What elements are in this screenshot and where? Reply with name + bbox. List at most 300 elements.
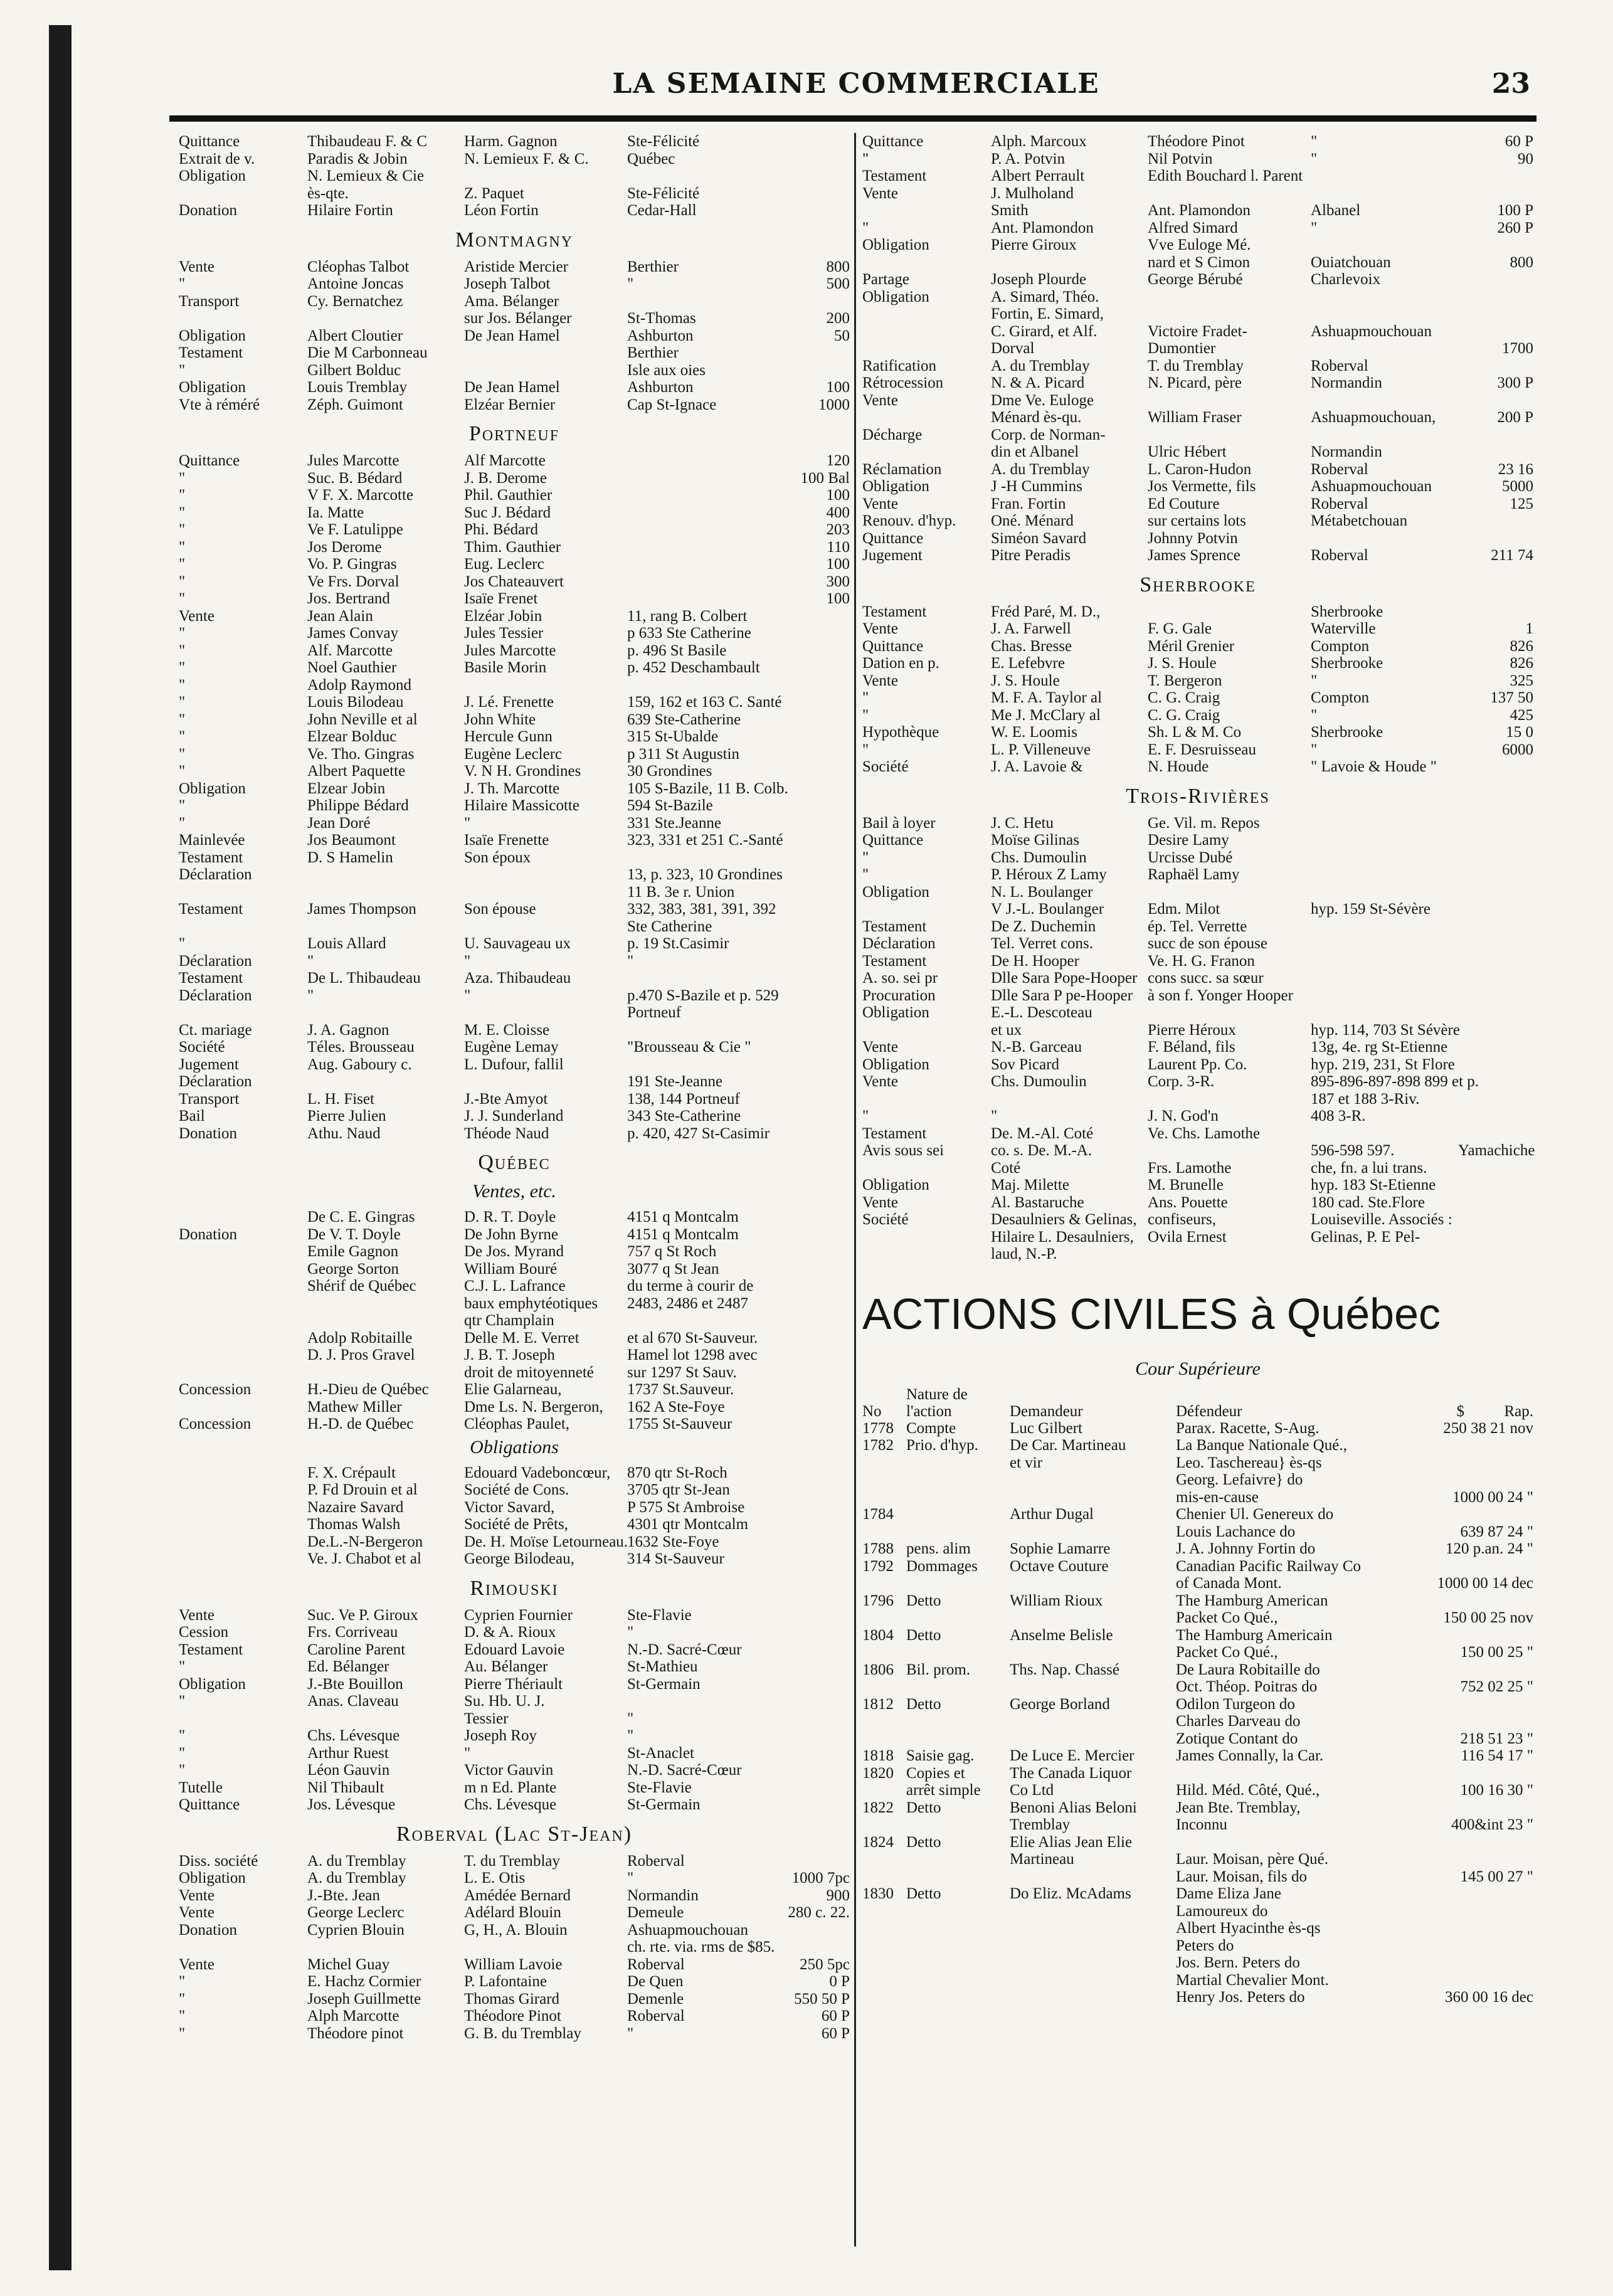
cell: Quittance (862, 529, 924, 547)
cell: J.-Bte Amyot (464, 1090, 548, 1108)
cell (1010, 1575, 1176, 1592)
cell (775, 1022, 850, 1039)
list-item (862, 1575, 1533, 1592)
cell (1010, 1730, 1176, 1748)
cell (862, 1713, 906, 1730)
cell: T. du Tremblay (1148, 357, 1244, 374)
cell: Pitre Peradis (991, 547, 1071, 564)
column-divider (854, 133, 856, 2246)
cell: Albert Perrault (991, 167, 1085, 184)
list-item (862, 1661, 1533, 1679)
obligations-subtitle: Obligations (470, 1436, 559, 1457)
cell: Benoni Alias Beloni (1010, 1799, 1137, 1816)
cell (788, 780, 864, 798)
cell: nard et S Cimon (1148, 253, 1251, 271)
list-item (862, 1420, 1533, 1437)
cell (179, 185, 307, 203)
cell: Roberval (1311, 495, 1368, 512)
cell: D. R. T. Doyle (464, 1209, 556, 1225)
list-item (179, 884, 850, 901)
cell: Packet Co Qué., (1176, 1609, 1278, 1626)
cell: Avis sous sei (862, 1142, 944, 1159)
cell (782, 694, 857, 711)
cell (775, 953, 850, 970)
cell (1458, 392, 1533, 410)
cell (1458, 185, 1533, 203)
cell (1402, 1954, 1533, 1972)
cell: Compte (906, 1419, 956, 1437)
cell: Dommages (906, 1557, 978, 1575)
cell: " (179, 1973, 186, 1990)
cell: " (627, 2024, 634, 2042)
cell: Edouard Lavoie (464, 1641, 565, 1658)
cell: 150 00 25 nov (1443, 1609, 1533, 1626)
cell (1148, 185, 1311, 203)
cell: Obligation (862, 883, 929, 901)
cell: Chs. Lévesque (464, 1796, 557, 1813)
cell (1148, 1142, 1311, 1160)
cell (775, 884, 850, 901)
cell: Arthur Ruest (307, 1744, 389, 1762)
cell: 110 (827, 538, 850, 556)
cell: Cession (179, 1624, 229, 1641)
list-item (179, 901, 850, 918)
cell (1402, 1765, 1533, 1782)
montmagny-rows (179, 258, 850, 414)
cell: Nil Potvin (1148, 150, 1213, 167)
cell: 100 P (1497, 202, 1533, 219)
cell: 105 S-Bazile, 11 B. Colb. (627, 780, 788, 797)
cell (464, 362, 627, 379)
cell: Suc. B. Bédard (307, 469, 403, 487)
cell: 826 (1510, 655, 1533, 672)
cell (862, 1989, 906, 2006)
cell (1458, 288, 1533, 306)
cell: Roberval (1311, 460, 1368, 478)
list-item (862, 392, 1533, 410)
cell: 100 (826, 556, 850, 573)
cell: Cedar-Hall (627, 202, 697, 219)
list-item (179, 1415, 850, 1433)
page-number: 23 (1491, 68, 1530, 100)
cell: Ashburton (627, 327, 694, 344)
cell (775, 1295, 850, 1313)
cell: Chas. Bresse (991, 637, 1072, 655)
cell (906, 1644, 1010, 1661)
cell: Antoine Joncas (307, 275, 404, 292)
cell: Maj. Milette (991, 1177, 1069, 1193)
cell (1458, 1108, 1533, 1125)
list-item (179, 1364, 850, 1382)
cell (775, 608, 850, 625)
cell: Obligation (179, 780, 246, 797)
list-item (862, 1194, 1533, 1212)
cell: Ashuapmouchouan (1311, 322, 1432, 340)
list-item (179, 1346, 850, 1364)
cell: 314 St-Sauveur (627, 1550, 724, 1567)
cell: Albanel (1311, 202, 1361, 219)
cell (862, 1816, 906, 1834)
cell: Jos Derome (307, 538, 382, 556)
list-item (862, 1160, 1533, 1177)
cell (627, 1693, 775, 1710)
cell: A. so. sei pr (862, 970, 938, 987)
cell: 360 00 16 dec (1445, 1989, 1533, 2006)
cell: Caroline Parent (307, 1641, 406, 1658)
cell: Suc J. Bédard (464, 504, 551, 521)
cell: De Z. Duchemin (991, 918, 1096, 935)
cell: Dlle Sara Pope-Hooper (991, 970, 1138, 987)
cell: Ama. Bélanger (464, 292, 559, 310)
list-item (179, 918, 850, 936)
cell: " (464, 814, 471, 832)
cell: ép. Tel. Verrette (1148, 918, 1247, 935)
list-item (179, 780, 850, 798)
cell: De John Byrne (464, 1225, 558, 1243)
cell: Testament (862, 918, 927, 935)
cell: Georg. Lefaivre} do (1176, 1471, 1303, 1488)
cell (1402, 1454, 1533, 1472)
cell (1458, 1091, 1533, 1108)
cell: M. E. Cloisse (464, 1021, 550, 1039)
cell: Société de Prêts, (464, 1516, 568, 1533)
cell: Ve. Chs. Lamothe (1148, 1124, 1261, 1142)
cell: 800 (826, 258, 850, 275)
header-cell: l'action (906, 1402, 952, 1420)
cell: Anselme Belisle (1010, 1626, 1113, 1644)
cell: 1000 7pc (791, 1870, 850, 1886)
cell: Copies et (906, 1764, 965, 1782)
cell: D. S Hamelin (307, 849, 393, 866)
cell: sur Jos. Bélanger (464, 310, 572, 327)
cell: M. F. A. Taylor al (991, 689, 1103, 706)
cell: Concession (179, 1381, 251, 1398)
list-item (179, 1108, 850, 1125)
cell: 343 Ste-Catherine (627, 1108, 741, 1124)
cell: George Bérubé (1148, 271, 1243, 288)
cell: laud, N.-P. (991, 1246, 1057, 1262)
cell (627, 539, 775, 556)
cell: 200 P (1497, 409, 1533, 426)
cell: Testament (179, 901, 243, 918)
cell: Hilaire L. Desaulniers, (991, 1228, 1134, 1246)
cell (1402, 1558, 1533, 1575)
actions-table (862, 1386, 1533, 2006)
cell (1458, 305, 1533, 323)
quebec-rows (179, 1209, 850, 1433)
list-item (862, 1246, 1533, 1263)
cell: William Fraser (1148, 409, 1242, 426)
cell: Demenle (627, 1990, 684, 2008)
right-column (862, 133, 1533, 2006)
list-item (862, 1696, 1533, 1713)
cell (862, 1246, 991, 1263)
cell: Laur. Moisan, père Qué. (1176, 1851, 1328, 1868)
list-item (179, 521, 850, 539)
cell: " (179, 2024, 186, 2042)
cell (1458, 1056, 1533, 1074)
cell (179, 918, 307, 936)
cell: 280 c. 22. (788, 1904, 850, 1921)
list-item (862, 1644, 1533, 1661)
cell: Joseph Talbot (464, 275, 551, 292)
cell: C.J. L. Lafrance (464, 1278, 566, 1294)
cell: Victor Gauvin (464, 1762, 554, 1779)
cell: baux emphytéotiques (464, 1294, 598, 1312)
cell: De Quen (627, 1973, 684, 1990)
cell: Coté (991, 1159, 1021, 1177)
cell (775, 1209, 850, 1226)
cell: " (179, 694, 186, 711)
cell: T. Bergeron (1148, 672, 1222, 689)
cell (775, 935, 850, 953)
cell (1010, 1868, 1176, 1886)
cell (906, 1903, 1010, 1920)
trois-rivieres-rows (862, 815, 1533, 1263)
cell: Frs. Lamothe (1148, 1159, 1232, 1177)
cell: " (179, 1727, 186, 1744)
cell: Ant. Plamondon (991, 219, 1094, 236)
list-item (179, 1676, 850, 1693)
cell (179, 1004, 307, 1022)
cell: Rétrocession (862, 374, 944, 391)
cell: Emile Gagnon (307, 1243, 399, 1260)
list-item (179, 1226, 850, 1244)
cell: De L. Thibaudeau (307, 970, 421, 987)
cell: Laurent Pp. Co. (1148, 1055, 1247, 1073)
cell (627, 452, 775, 470)
cell: Louiseville. Associés : (1311, 1211, 1452, 1228)
cell: Donation (179, 1225, 238, 1243)
list-item (179, 1779, 850, 1797)
list-item (862, 1920, 1533, 1937)
list-item (862, 340, 1533, 357)
obligations-rows (179, 1464, 850, 1568)
cell: 1782 (862, 1437, 894, 1454)
cell (1311, 987, 1458, 1005)
cell: p. 19 St.Casimir (627, 935, 729, 952)
cell: P 575 St Ambroise (627, 1498, 745, 1516)
cell: hyp. 159 St-Sévère (1311, 901, 1431, 918)
cell: " (991, 1108, 998, 1124)
list-item (179, 556, 850, 573)
cell (906, 1989, 1010, 2006)
cell: J. Mulholand (991, 184, 1074, 202)
cell (1458, 167, 1533, 185)
cell (307, 310, 464, 327)
cell (1311, 815, 1458, 832)
list-item (179, 1887, 850, 1905)
cell: Obligation (179, 327, 246, 344)
cell: Tremblay (1010, 1816, 1071, 1833)
cell (906, 1506, 1010, 1523)
cell: J. C. Hetu (991, 814, 1054, 832)
cell: Ste-Flavie (627, 1606, 692, 1624)
cell: 1000 00 24 " (1452, 1488, 1533, 1506)
table-header-nature (862, 1386, 1533, 1403)
cell: "Brousseau & Cie " (627, 1039, 751, 1055)
cell: J. N. God'n (1148, 1108, 1219, 1124)
cell: G, H., A. Blouin (464, 1921, 568, 1939)
cell: Théode Naud (464, 1124, 549, 1142)
cell: Partage (862, 271, 909, 288)
cell: De C. E. Gingras (307, 1209, 415, 1225)
cell (1458, 271, 1533, 288)
cell: Transport (179, 1090, 240, 1108)
cell (775, 1779, 850, 1797)
cell (783, 832, 859, 849)
cell: Elie Galarneau, (464, 1381, 562, 1398)
cell (775, 659, 850, 677)
cell (775, 1641, 850, 1659)
cell: Gilbert Bolduc (307, 361, 401, 379)
cell: Joseph Plourde (991, 271, 1087, 288)
cell: Elzéar Jobin (464, 607, 542, 625)
cell (179, 1550, 307, 1568)
cell: L. E. Otis (464, 1870, 526, 1886)
list-item (179, 866, 850, 884)
cell (862, 1022, 991, 1039)
cell: V J.-L. Boulanger (991, 901, 1104, 918)
cell: Ge. Vil. m. Repos (1148, 814, 1260, 832)
cell (775, 1676, 850, 1693)
cell (862, 1160, 991, 1177)
cell: " (179, 711, 186, 728)
cell: 250 5pc (800, 1955, 850, 1973)
cell: " (179, 538, 186, 556)
list-item (862, 638, 1533, 655)
cell (906, 1937, 1010, 1955)
cell (307, 884, 464, 901)
list-item (862, 1713, 1533, 1730)
cell (1311, 305, 1458, 323)
cell (307, 918, 464, 936)
cell: Elzear Jobin (307, 780, 386, 797)
cell: Donation (179, 202, 238, 219)
cell: Alph Marcotte (307, 2008, 399, 2024)
cell (775, 1481, 850, 1499)
cell: Alf. Marcotte (307, 642, 393, 659)
cell: Alph. Marcoux (991, 133, 1087, 150)
cell: 180 cad. Ste.Flore (1311, 1193, 1425, 1211)
cell: 211 74 (1491, 547, 1533, 564)
cell: Extrait de v. (179, 150, 255, 167)
cell: Sov Picard (991, 1055, 1060, 1073)
cell (1010, 1609, 1176, 1627)
cell (1148, 1091, 1311, 1108)
cell: 187 et 188 3-Riv. (1311, 1090, 1420, 1108)
cell: Ths. Nap. Chassé (1010, 1661, 1119, 1678)
section-trois-rivieres: Trois-Rivières (1126, 784, 1270, 808)
cell: Louis Allard (307, 935, 386, 952)
cell: Ste Catherine (627, 918, 712, 935)
list-item (179, 1312, 850, 1330)
list-item (179, 1125, 850, 1143)
cell: 5000 (1502, 478, 1533, 495)
cell (1402, 1920, 1533, 1937)
cell (906, 1730, 1010, 1748)
cell (775, 763, 850, 780)
cell: Ovila Ernest (1148, 1228, 1227, 1246)
cell (862, 202, 991, 220)
cell (775, 1415, 850, 1433)
cell: 6000 (1502, 741, 1533, 758)
cell: Aza. Thibaudeau (464, 970, 571, 987)
cell (1402, 1713, 1533, 1730)
cell: 11, rang B. Colbert (627, 607, 748, 625)
cell: 408 3-R. (1311, 1108, 1366, 1124)
cell (862, 305, 991, 323)
cell: St-Anaclet (627, 1744, 694, 1762)
cell (1458, 970, 1533, 987)
cell: De. H. Moïse Letourneau. (464, 1533, 628, 1550)
cell: Ve. Tho. Gingras (307, 745, 415, 763)
cell: 120 p.an. 24 " (1445, 1540, 1533, 1557)
cell (1458, 884, 1533, 901)
cell: St-Mathieu (627, 1658, 698, 1675)
cell (775, 1243, 850, 1261)
cell (906, 1678, 1010, 1696)
cell: Cléophas Talbot (307, 258, 410, 275)
cell: Cléophas Paulet, (464, 1415, 570, 1432)
cell: " (627, 1870, 634, 1886)
cell: Mainlevée (179, 832, 245, 849)
cell: et ux (991, 1021, 1022, 1039)
cell: Ashburton (627, 379, 694, 396)
cell (1010, 1644, 1176, 1661)
cell: Urcisse Dubé (1148, 849, 1233, 866)
cell: 100 Bal (800, 469, 850, 487)
cell: Déclaration (862, 935, 936, 952)
cell: Albert Cloutier (307, 327, 403, 344)
list-item (862, 1211, 1533, 1229)
cell: De Jean Hamel (464, 327, 560, 344)
cell (775, 1693, 850, 1710)
cell: Vente (179, 1886, 214, 1904)
cell: Athu. Naud (307, 1124, 381, 1142)
cell (862, 1575, 906, 1592)
cell: Testament (862, 603, 927, 620)
cell (1311, 1004, 1458, 1022)
cell: Testament (862, 952, 927, 970)
roberval-rows (179, 1853, 850, 2043)
cell: Ste-Flavie (627, 1779, 692, 1796)
cell: Société (862, 758, 909, 775)
cell: Société (179, 1039, 225, 1055)
cell (1311, 288, 1458, 306)
cell: A. du Tremblay (991, 357, 1090, 374)
cell: De Laura Robitaille do (1176, 1661, 1320, 1678)
cell (1460, 1022, 1535, 1039)
cell: 162 A Ste-Foye (627, 1398, 725, 1415)
list-item (179, 1762, 850, 1779)
cell: 150 00 25 " (1460, 1644, 1533, 1661)
list-item (862, 1747, 1533, 1765)
cell (906, 1972, 1010, 1989)
list-item (862, 547, 1533, 564)
list-item (862, 185, 1533, 203)
cell: hyp. 219, 231, St Flore (1311, 1055, 1455, 1073)
list-item (179, 1091, 850, 1108)
cell (1402, 1903, 1533, 1920)
cell: Hercule Gunn (464, 728, 553, 745)
cell (775, 711, 850, 729)
cell: Amédée Bernard (464, 1886, 571, 1904)
cell: Michel Guay (307, 1955, 390, 1973)
cell: De.L.-N-Bergeron (307, 1533, 423, 1550)
cell (627, 573, 775, 591)
cell: Demeule (627, 1904, 684, 1921)
